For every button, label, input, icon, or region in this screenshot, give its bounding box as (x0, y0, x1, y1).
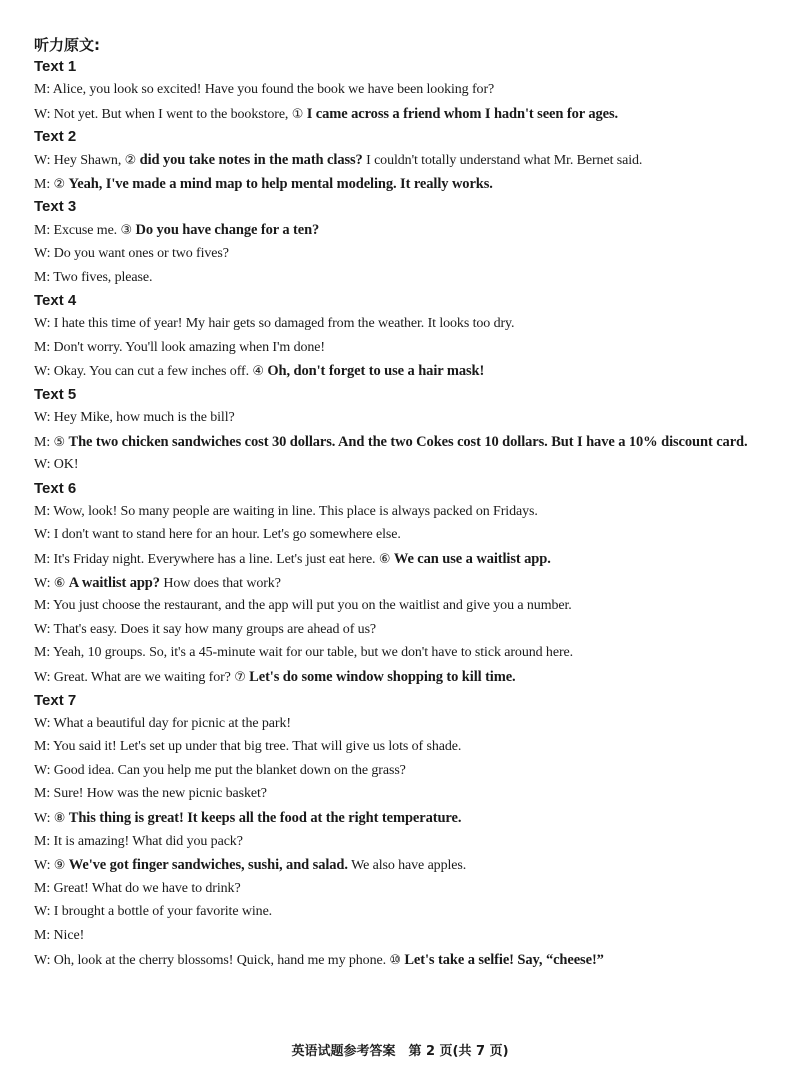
dialogue-line (34, 597, 794, 615)
speaker-label: M: (34, 833, 51, 849)
dialogue-text: Okay. You can cut a few inches off. (53, 364, 249, 380)
answer-number: ② (53, 176, 66, 192)
dialogue-text: I don't want to stand here for an hour. Let's go somewhere else. (53, 527, 401, 543)
speaker-label: M: (34, 598, 51, 614)
answer-key-text: Let's take a selfie! Say, “cheese!” (404, 951, 604, 968)
speaker-label: M: (34, 176, 51, 192)
speaker-label: W: (34, 106, 51, 122)
answer-key-text: This thing is great! It keeps all the food at the right temperature. (68, 810, 462, 826)
speaker-label: W: (34, 858, 51, 874)
answer-number: ⑥ (53, 575, 66, 591)
dialogue-line (34, 809, 794, 828)
answer-key-text: Let's do some window shopping to kill time. (249, 669, 516, 685)
dialogue-line (34, 644, 794, 662)
dialogue-text: Alice, you look so excited! Have you found the book we have been looking for? (52, 82, 495, 97)
dialogue-line (34, 221, 794, 240)
answer-number: ② (124, 153, 137, 169)
speaker-label: W: (34, 364, 51, 380)
speaker-label: M: (34, 645, 51, 661)
speaker-label: M: (34, 786, 51, 802)
dialogue-text: Hey Shawn, (53, 153, 122, 169)
speaker-label: M: (34, 82, 51, 97)
dialogue-text: You just choose the restaurant, and the app will put you on the waitlist and give you a number. (53, 598, 572, 614)
speaker-label: M: (34, 739, 51, 755)
dialogue-text: You said it! Let's set up under that big tree. That will give us lots of shade. (53, 739, 462, 755)
dialogue-text: Excuse me. (53, 223, 118, 239)
speaker-label: M: (34, 223, 51, 239)
dialogue-text: It's Friday night. Everywhere has a line. Let's just eat here. (53, 552, 376, 567)
speaker-label: W: (34, 316, 51, 332)
answer-number: ⑩ (389, 952, 401, 968)
dialogue-line (34, 456, 794, 474)
speaker-label: W: (34, 153, 51, 169)
dialogue-line (34, 880, 794, 898)
speaker-label: M: (34, 434, 51, 450)
text-heading: Text 5 (34, 386, 77, 403)
dialogue-text: I brought a bottle of your favorite wine. (53, 904, 273, 920)
speaker-label: M: (34, 928, 51, 943)
dialogue-text: Wow, look! So many people are waiting in line. This place is always packed on Fridays. (53, 503, 538, 519)
dialogue-text-after: I couldn't totally understand what Mr. Bernet said. (366, 153, 643, 169)
speaker-label: M: (34, 339, 51, 355)
dialogue-text: What a beautiful day for picnic at the park! (53, 715, 291, 731)
speaker-label: W: (34, 457, 51, 473)
speaker-label: M: (34, 880, 51, 896)
answer-key-text: did you take notes in the math class? (139, 152, 363, 169)
dialogue-text: I hate this time of year! My hair gets so damaged from the weather. It looks too dry. (53, 316, 515, 332)
dialogue-line (34, 927, 794, 945)
answer-number: ④ (252, 364, 264, 380)
dialogue-line (34, 503, 794, 521)
answer-key-text: I came across a friend whom I hadn't seen for ages. (306, 105, 619, 122)
dialogue-text: Don't worry. You'll look amazing when I'm done! (53, 339, 325, 355)
speaker-label: W: (34, 575, 51, 591)
answer-key-text: Oh, don't forget to use a hair mask! (267, 363, 485, 380)
dialogue-line (34, 245, 794, 263)
dialogue-text-after: We also have apples. (351, 858, 467, 874)
dialogue-line (34, 856, 794, 875)
dialogue-line (34, 433, 794, 452)
text-heading: Text 3 (34, 198, 77, 216)
speaker-label: W: (34, 246, 51, 261)
dialogue-line (34, 151, 794, 170)
dialogue-text: Do you want ones or two fives? (53, 246, 229, 261)
dialogue-line (34, 339, 794, 357)
speaker-label: W: (34, 715, 51, 731)
answer-key-text: We've got finger sandwiches, sushi, and salad. (68, 857, 348, 874)
dialogue-line (34, 81, 794, 99)
speaker-label: W: (34, 621, 51, 637)
page-footer: 英语试题参考答案 第 2 页(共 7 页) (291, 1044, 509, 1059)
answer-number: ③ (120, 223, 133, 239)
dialogue-line (34, 951, 794, 970)
answer-number: ① (291, 106, 304, 122)
dialogue-text: Hey Mike, how much is the bill? (53, 410, 235, 425)
speaker-label: W: (34, 527, 51, 543)
answer-number: ⑤ (53, 434, 66, 450)
dialogue-text: Great! What do we have to drink? (53, 880, 241, 896)
dialogue-text: Not yet. But when I went to the bookstore, (53, 106, 289, 122)
dialogue-line (34, 668, 794, 687)
dialogue-text: Great. What are we waiting for? (53, 670, 231, 685)
text-heading: Text 7 (34, 691, 77, 709)
speaker-label: M: (34, 552, 51, 567)
answer-key-text: Yeah, I've made a mind map to help mental modeling. It really works. (68, 175, 493, 192)
speaker-label: W: (34, 762, 51, 778)
dialogue-text: Nice! (53, 928, 85, 943)
dialogue-text: That's easy. Does it say how many groups are ahead of us? (53, 621, 377, 637)
dialogue-line (34, 621, 794, 639)
dialogue-line (34, 574, 794, 593)
dialogue-line (34, 762, 794, 780)
answer-key-text: A waitlist app? (68, 574, 160, 591)
dialogue-line (34, 269, 794, 287)
dialogue-text: Oh, look at the cherry blossoms! Quick, hand me my phone. (53, 952, 386, 968)
dialogue-line (34, 409, 794, 427)
answer-number: ⑨ (53, 858, 66, 874)
dialogue-text: Yeah, 10 groups. So, it's a 45-minute wait for our table, but we don't have to stick around here. (53, 645, 574, 661)
dialogue-text: Sure! How was the new picnic basket? (53, 786, 267, 802)
dialogue-line (34, 715, 794, 733)
dialogue-line (34, 315, 794, 333)
speaker-label: W: (34, 410, 51, 425)
speaker-label: W: (34, 811, 51, 826)
answer-number: ⑦ (234, 670, 246, 685)
text-heading: Text 2 (34, 128, 77, 146)
dialogue-text: Good idea. Can you help me put the blanket down on the grass? (53, 762, 406, 778)
dialogue-line (34, 175, 794, 194)
dialogue-line (34, 550, 794, 569)
page-title: 听力原文: (34, 36, 100, 54)
dialogue-text-after: How does that work? (163, 575, 281, 591)
speaker-label: M: (34, 269, 51, 285)
dialogue-line (34, 738, 794, 756)
answer-number: ⑧ (53, 811, 66, 826)
text-heading: Text 4 (34, 292, 77, 310)
dialogue-line (34, 526, 794, 544)
answer-key-text: We can use a waitlist app. (393, 551, 551, 567)
speaker-label: W: (34, 670, 51, 685)
speaker-label: W: (34, 904, 51, 920)
dialogue-line (34, 362, 794, 381)
dialogue-line (34, 785, 794, 803)
answer-key-text: The two chicken sandwiches cost 30 dollars. And the two Cokes cost 10 dollars. But I have a 10% discount card. (68, 433, 748, 450)
dialogue-text: Two fives, please. (53, 269, 153, 285)
speaker-label: W: (34, 952, 51, 968)
dialogue-text: OK! (53, 457, 79, 473)
text-heading: Text 1 (34, 58, 77, 75)
dialogue-text: It is amazing! What did you pack? (53, 833, 243, 849)
text-heading: Text 6 (34, 479, 77, 497)
answer-number: ⑥ (378, 552, 391, 567)
dialogue-line (34, 833, 794, 851)
dialogue-line (34, 105, 794, 124)
dialogue-line (34, 903, 794, 921)
speaker-label: M: (34, 503, 51, 519)
answer-key-text: Do you have change for a ten? (135, 222, 320, 239)
